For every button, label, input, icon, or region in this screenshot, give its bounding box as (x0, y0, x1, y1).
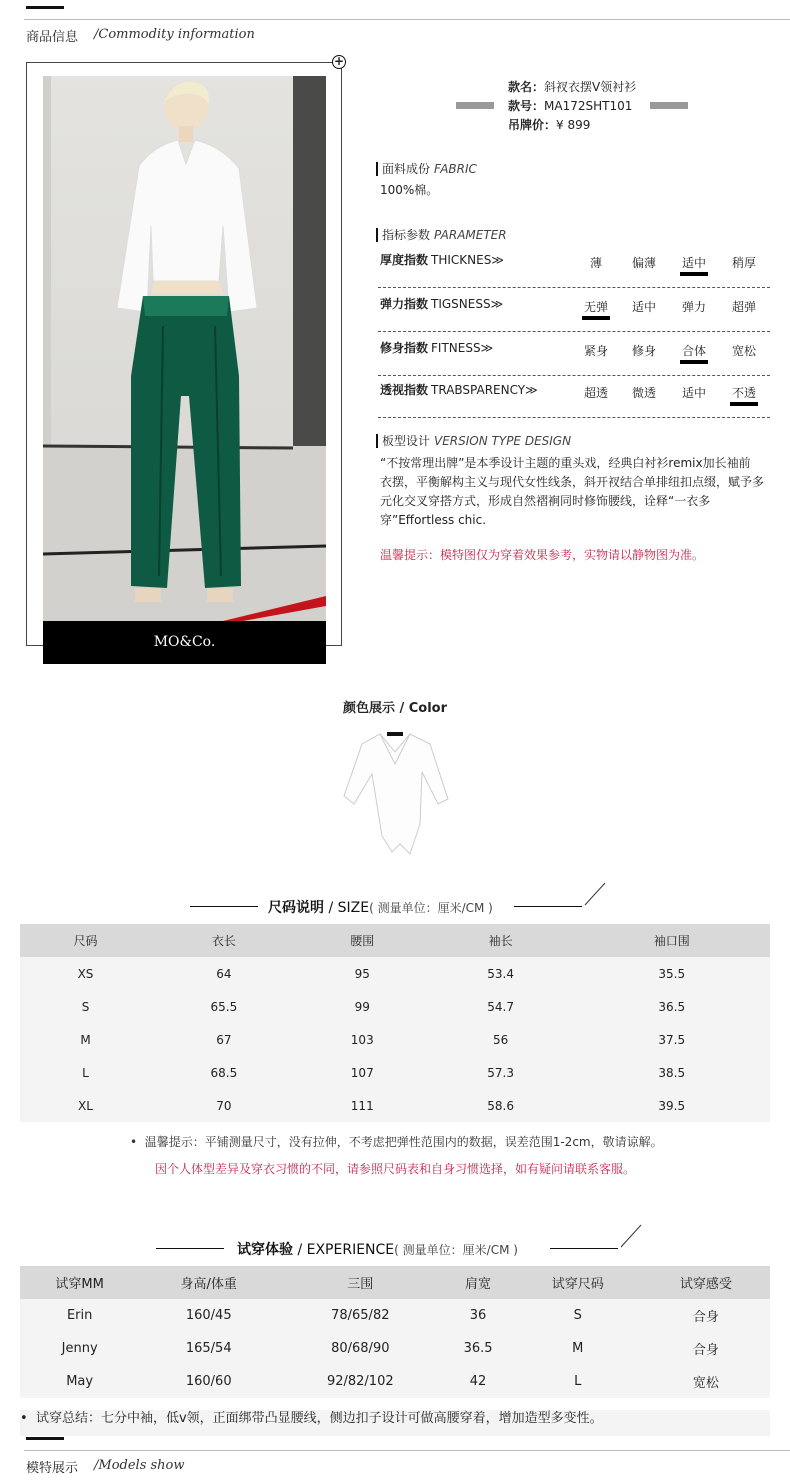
table-cell: 103 (297, 1023, 428, 1056)
parameter-title-en: PARAMETER (434, 228, 507, 242)
table-cell: 107 (297, 1056, 428, 1089)
param-option: 稍厚 (731, 256, 756, 270)
table-cell: 165/54 (139, 1332, 278, 1365)
param-label (380, 251, 504, 268)
table-cell: 111 (297, 1089, 428, 1122)
param-label-en: TRABSPARENCY≫ (431, 383, 538, 397)
bullet-icon: • (20, 1411, 36, 1426)
model-illustration (43, 76, 326, 621)
param-label (380, 339, 493, 356)
design-heading (376, 434, 571, 448)
header-accent-bar (26, 1437, 64, 1440)
param-option: 超透 (583, 386, 608, 400)
table-cell: 78/65/82 (278, 1299, 442, 1332)
notice-text: 温馨提示：模特图仅为穿着效果参考，实物请以静物图为准。 (380, 548, 705, 562)
size-title-line-left (190, 906, 258, 907)
product-info (508, 78, 636, 135)
product-price: ¥ 899 (556, 118, 591, 132)
table-row (20, 990, 770, 1023)
design-description (380, 454, 775, 530)
param-label-en: FITNESS≫ (431, 341, 494, 355)
exp-col-header: 三围 (278, 1266, 442, 1299)
size-tip-red: 因个人体型差异及穿衣习惯的不同，请参照尺码表和自身习惯选择，如有疑问请联系客服。 (154, 1162, 635, 1176)
table-cell: S (20, 990, 151, 1023)
table-cell: 36.5 (442, 1332, 513, 1365)
table-cell: 37.5 (574, 1023, 771, 1056)
param-option-selected: 适中 (674, 254, 714, 271)
size-title-cn: 尺码说明 (268, 900, 324, 916)
slash-decoration-icon (620, 1224, 642, 1248)
exp-col-header: 试穿尺码 (514, 1266, 642, 1299)
param-label-cn: 透视指数 (380, 383, 429, 397)
exp-title-line-right (550, 1248, 618, 1249)
parameter-heading (376, 228, 507, 242)
experience-table (20, 1266, 770, 1398)
table-cell: 合身 (642, 1299, 770, 1332)
experience-title-cn: 试穿体验 (237, 1242, 293, 1258)
size-col-header: 袖长 (428, 924, 574, 957)
zoom-plus-icon[interactable]: + (333, 54, 345, 68)
param-label-cn: 修身指数 (380, 341, 429, 355)
design-title-en: VERSION TYPE DESIGN (434, 434, 572, 448)
table-cell: XL (20, 1089, 151, 1122)
section-title-cn: 模特展示 (26, 1461, 79, 1476)
table-cell: 67 (151, 1023, 297, 1056)
param-option: 超弹 (731, 300, 756, 314)
brand-logo-bar: MO&Co. (43, 621, 326, 664)
fabric-heading (376, 162, 477, 176)
experience-summary (20, 1410, 770, 1436)
header-accent-bar (26, 6, 64, 9)
fabric-title-cn: 面料成份 (382, 162, 431, 176)
table-cell: L (20, 1056, 151, 1089)
param-option: 紧身 (583, 344, 608, 358)
table-cell: Erin (20, 1299, 139, 1332)
table-cell: 68.5 (151, 1056, 297, 1089)
size-col-header: 尺码 (20, 924, 151, 957)
table-cell: 70 (151, 1089, 297, 1122)
table-cell: 57.3 (428, 1056, 574, 1089)
bullet-icon: • (130, 1135, 145, 1149)
product-name: 斜衩衣摆V领衬衫 (544, 80, 637, 94)
table-row (20, 957, 770, 990)
param-row (378, 378, 770, 418)
size-tip-text: 温馨提示：平铺测量尺寸，没有拉伸，不考虑把弹性范围内的数据，误差范围1-2cm，敬请谅解。 (144, 1135, 663, 1149)
param-label-en: THICKNES≫ (431, 253, 504, 267)
param-option: 修身 (631, 344, 656, 358)
header-divider (24, 19, 790, 20)
header-divider (24, 1450, 790, 1451)
product-code-label: 款号： (508, 99, 545, 113)
grey-bar-right (650, 102, 688, 109)
table-cell: 35.5 (574, 957, 771, 990)
fabric-title-en: FABRIC (434, 162, 477, 176)
param-row (378, 336, 770, 376)
design-line: 穿”Effortless chic. (380, 513, 487, 527)
param-option-selected: 无弹 (576, 298, 616, 315)
table-cell: 160/60 (139, 1365, 278, 1398)
experience-summary-text: 试穿总结：七分中袖，低v领，正面绑带凸显腰线，侧边扣子设计可做高腰穿着，增加造型多变性。 (35, 1411, 603, 1426)
table-cell: 92/82/102 (278, 1365, 442, 1398)
param-label-cn: 弹力指数 (380, 297, 429, 311)
experience-table-header (20, 1266, 770, 1299)
product-price-label: 吊牌价： (508, 118, 557, 132)
parameter-title-cn: 指标参数 (382, 228, 431, 242)
param-option: 微透 (631, 386, 656, 400)
param-option: 适中 (631, 300, 656, 314)
param-label (380, 295, 503, 312)
param-option: 宽松 (731, 344, 756, 358)
exp-col-header: 试穿感受 (642, 1266, 770, 1299)
table-cell: 80/68/90 (278, 1332, 442, 1365)
exp-col-header: 肩宽 (442, 1266, 513, 1299)
color-swatch-white-shirt[interactable] (340, 724, 450, 859)
table-cell: 95 (297, 957, 428, 990)
table-cell: Jenny (20, 1332, 139, 1365)
table-row (20, 1365, 770, 1398)
table-cell: 36 (442, 1299, 513, 1332)
slash-decoration-icon (584, 882, 606, 906)
table-cell: 65.5 (151, 990, 297, 1023)
color-title: 颜色展示 / Color (342, 701, 448, 716)
experience-title-en: EXPERIENCE (306, 1242, 395, 1258)
table-cell: 36.5 (574, 990, 771, 1023)
table-cell: 54.7 (428, 990, 574, 1023)
exp-title-line-left (156, 1248, 224, 1249)
fabric-value: 100%棉。 (380, 183, 439, 197)
table-cell: XS (20, 957, 151, 990)
product-name-label: 款名： (508, 80, 545, 94)
product-code-row (508, 97, 636, 116)
shirt-thumbnail (340, 724, 450, 859)
table-row (20, 1089, 770, 1122)
table-cell: 39.5 (574, 1089, 771, 1122)
table-cell: 宽松 (642, 1365, 770, 1398)
exp-col-header: 身高/体重 (139, 1266, 278, 1299)
param-label (380, 381, 538, 398)
product-name-row (508, 78, 636, 97)
design-line: 衣摆，平衡解构主义与现代女性线条，斜开衩结合单排纽扣点缀，赋予多 (380, 475, 765, 489)
section-title-cn: 商品信息 (26, 30, 79, 45)
size-tip (130, 1133, 663, 1150)
design-title-cn: 板型设计 (382, 434, 431, 448)
table-cell: 64 (151, 957, 297, 990)
size-table-header (20, 924, 770, 957)
param-option: 弹力 (681, 300, 706, 314)
design-line: “不按常理出牌”是本季设计主题的重头戏，经典白衬衫remix加长袖前 (380, 456, 751, 470)
size-title: 尺码说明 / SIZE( 测量单位：厘米/CM ) (268, 900, 493, 916)
product-code: MA172SHT101 (544, 99, 633, 113)
param-option-selected: 不透 (724, 384, 764, 401)
table-cell: S (514, 1299, 642, 1332)
table-cell: 42 (442, 1365, 513, 1398)
param-label-en: TIGSNESS≫ (431, 297, 504, 311)
table-cell: 合身 (642, 1332, 770, 1365)
param-option: 适中 (681, 386, 706, 400)
table-cell: M (20, 1023, 151, 1056)
size-table (20, 924, 770, 1122)
size-col-header: 衣长 (151, 924, 297, 957)
size-unit: ( 测量单位：厘米/CM ) (369, 901, 493, 915)
size-title-line-right (514, 906, 582, 907)
table-cell: 56 (428, 1023, 574, 1056)
param-label-cn: 厚度指数 (380, 253, 429, 267)
size-col-header: 袖口围 (574, 924, 771, 957)
experience-unit: ( 测量单位：厘米/CM ) (394, 1243, 518, 1257)
table-cell: 53.4 (428, 957, 574, 990)
param-row (378, 292, 770, 332)
table-cell: 58.6 (428, 1089, 574, 1122)
param-option: 薄 (589, 256, 602, 270)
section-title-en: /Commodity information (94, 27, 255, 42)
experience-title: 试穿体验 / EXPERIENCE( 测量单位：厘米/CM ) (237, 1242, 518, 1258)
table-cell: L (514, 1365, 642, 1398)
table-cell: 38.5 (574, 1056, 771, 1089)
table-row (20, 1056, 770, 1089)
table-cell: 99 (297, 990, 428, 1023)
grey-bar-left (456, 102, 494, 109)
size-title-en: SIZE (337, 900, 370, 916)
table-cell: 160/45 (139, 1299, 278, 1332)
table-row (20, 1023, 770, 1056)
table-cell: M (514, 1332, 642, 1365)
model-photo[interactable] (43, 76, 326, 621)
product-price-row (508, 116, 636, 135)
design-line: 元化交叉穿搭方式，形成自然褶裥同时修饰腰线，诠释“一衣多 (380, 494, 711, 508)
table-row (20, 1299, 770, 1332)
table-cell: May (20, 1365, 139, 1398)
param-option: 偏薄 (631, 256, 656, 270)
size-col-header: 腰围 (297, 924, 428, 957)
param-option-selected: 合体 (674, 342, 714, 359)
param-row (378, 248, 770, 288)
section-title-en: /Models show (94, 1458, 185, 1473)
table-row (20, 1332, 770, 1365)
exp-col-header: 试穿MM (20, 1266, 139, 1299)
